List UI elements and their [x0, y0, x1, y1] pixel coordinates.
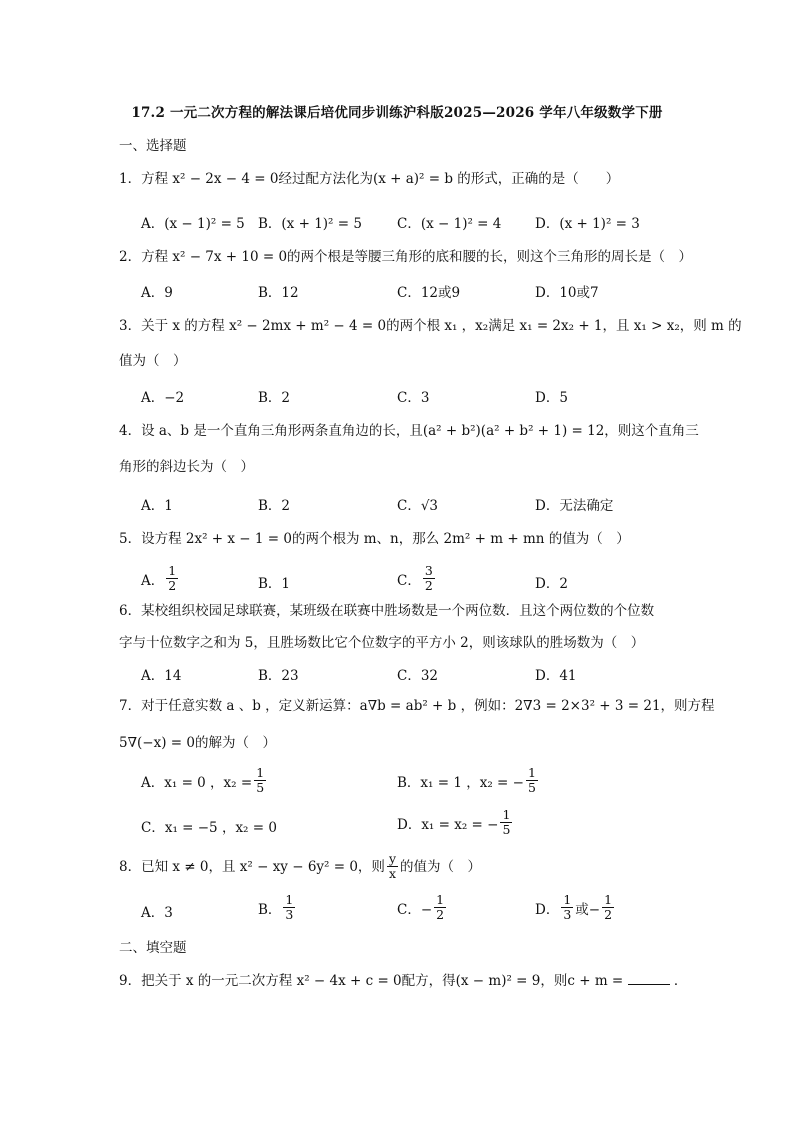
numerator: 1: [502, 807, 511, 822]
fraction: [561, 893, 573, 922]
fraction: [423, 564, 435, 593]
question-2-options: [141, 281, 681, 311]
option-c-label: C．: [397, 572, 421, 589]
question-8-options: [141, 893, 681, 927]
numerator: 1: [563, 892, 572, 907]
option-c: C．x₁ = −5 ，x₂ = 0: [141, 820, 277, 836]
numerator: 1: [436, 892, 445, 907]
numerator: 1: [256, 765, 265, 780]
denominator: 5: [256, 780, 265, 795]
question-9-text: 9．把关于 x 的一元二次方程 x² − 4x + c = 0配方，得(x − m)² = 9，则c + m =: [119, 973, 624, 989]
option-d-label: D．: [535, 901, 560, 918]
fraction: [283, 893, 295, 922]
denominator: 2: [168, 578, 177, 593]
denominator: 5: [502, 822, 511, 837]
option-a: A．3: [141, 905, 173, 921]
option-b: B．2: [258, 390, 291, 406]
question-7-line-1: 7．对于任意实数 a 、b ，定义新运算：a∇b = ab² + b ，例如：2∇3 = 2×3² + 3 = 21，则方程: [119, 698, 715, 714]
question-3-line-2: 值为（ ）: [119, 353, 187, 369]
question-7-line-2: 5∇(−x) = 0的解为（ ）: [119, 735, 276, 751]
option-d-connector: 或−: [575, 901, 601, 918]
section-heading-choice: 一、选择题: [119, 138, 187, 154]
fraction: [387, 852, 398, 881]
denominator: 2: [424, 578, 433, 593]
page-title: 17.2 一元二次方程的解法课后培优同步训练沪科版2025—2026 学年八年级数学下册: [131, 105, 663, 121]
question-5-options: [141, 560, 681, 594]
option-c: C．3: [397, 390, 430, 406]
fraction: [166, 564, 178, 593]
option-d: D．5: [535, 390, 568, 406]
fraction: [602, 893, 614, 922]
option-d: D．10或7: [535, 285, 599, 301]
question-4-options: [141, 494, 681, 524]
question-2: 2．方程 x² − 7x + 10 = 0的两个根是等腰三角形的底和腰的长，则这个三角形的周长是（ ）: [119, 249, 693, 265]
numerator: 1: [168, 563, 177, 578]
option-d: D．无法确定: [535, 498, 614, 514]
question-8-text-post: 的值为（ ）: [400, 858, 481, 875]
option-d: D．2: [535, 576, 568, 592]
numerator: y: [388, 851, 396, 866]
option-b: B．1: [258, 576, 291, 592]
numerator: 3: [424, 563, 433, 578]
numerator: 1: [604, 892, 613, 907]
question-5: 5．设方程 2x² + x − 1 = 0的两个根为 m、n，那么 2m² + m + mn 的值为（ ）: [119, 531, 630, 547]
fraction: [500, 808, 512, 837]
option-b: B．(x + 1)² = 5: [258, 216, 362, 232]
denominator: 3: [563, 907, 572, 922]
option-a: A．9: [141, 285, 173, 301]
option-a: [141, 564, 180, 593]
option-c: [397, 893, 448, 922]
option-a: A．(x − 1)² = 5: [141, 216, 245, 232]
question-8: [119, 852, 679, 881]
question-3-options: [141, 386, 681, 416]
question-1: 1．方程 x² − 2x − 4 = 0经过配方法化为(x + a)² = b 的形式，正确的是（ ）: [119, 171, 620, 187]
option-c: [397, 564, 437, 593]
option-b: B．12: [258, 285, 299, 301]
fraction: [526, 766, 538, 795]
option-c: C．12或9: [397, 285, 461, 301]
denominator: 2: [436, 907, 445, 922]
denominator: 3: [285, 907, 294, 922]
option-a: A．−2: [141, 390, 185, 406]
option-d: D．(x + 1)² = 3: [535, 216, 640, 232]
option-b-label: B．: [258, 901, 282, 918]
question-9-end: ．: [673, 973, 688, 989]
question-7-options-row-1: [141, 766, 681, 800]
question-3-line-1: 3．关于 x 的方程 x² − 2mx + m² − 4 = 0的两个根 x₁ ，x₂满足 x₁ = 2x₂ + 1，且 x₁ > x₂，则 m 的: [119, 318, 742, 334]
option-c: C．(x − 1)² = 4: [397, 216, 502, 232]
option-a: [141, 766, 268, 795]
question-8-text-pre: 8．已知 x ≠ 0，且 x² − xy − 6y² = 0，则: [119, 858, 385, 875]
question-7-options-row-2: [141, 808, 681, 842]
option-a: A．14: [141, 668, 182, 684]
question-6-line-1: 6．某校组织校园足球联赛，某班级在联赛中胜场数是一个两位数．且这个两位数的个位数: [119, 603, 655, 619]
option-b: [258, 893, 297, 922]
question-6-line-2: 字与十位数字之和为 5，且胜场数比它个位数字的平方小 2，则该球队的胜场数为（ ）: [119, 635, 645, 651]
denominator: 5: [527, 780, 536, 795]
question-4-line-2: 角形的斜边长为（ ）: [119, 459, 254, 475]
question-4-line-1: 4．设 a、b 是一个直角三角形两条直角边的长，且(a² + b²)(a² + b² + 1) = 12，则这个直角三: [119, 423, 699, 439]
fraction: [254, 766, 266, 795]
option-a-label: A．: [141, 572, 165, 589]
fraction: [434, 893, 446, 922]
answer-blank[interactable]: [628, 972, 670, 985]
question-6-options: [141, 664, 681, 694]
option-b: [397, 766, 540, 795]
option-a-label: A．x₁ = 0 ，x₂ =: [141, 774, 253, 791]
option-c: C．√3: [397, 498, 439, 514]
section-heading-fill: 二、填空题: [119, 940, 187, 956]
denominator: x: [388, 866, 396, 881]
option-c: C．32: [397, 668, 439, 684]
option-b-label: B．x₁ = 1 ，x₂ = −: [397, 774, 524, 791]
option-b: B．2: [258, 498, 291, 514]
option-d: [397, 808, 514, 837]
option-c-label: C．−: [397, 901, 433, 918]
option-b: B．23: [258, 668, 299, 684]
option-d-label: D．x₁ = x₂ = −: [397, 816, 499, 833]
option-d: [535, 893, 616, 922]
denominator: 2: [604, 907, 613, 922]
option-d: D．41: [535, 668, 577, 684]
question-9: [119, 972, 688, 990]
option-a: A．1: [141, 498, 173, 514]
numerator: 1: [285, 892, 294, 907]
numerator: 1: [527, 765, 536, 780]
question-1-options: [141, 212, 681, 242]
